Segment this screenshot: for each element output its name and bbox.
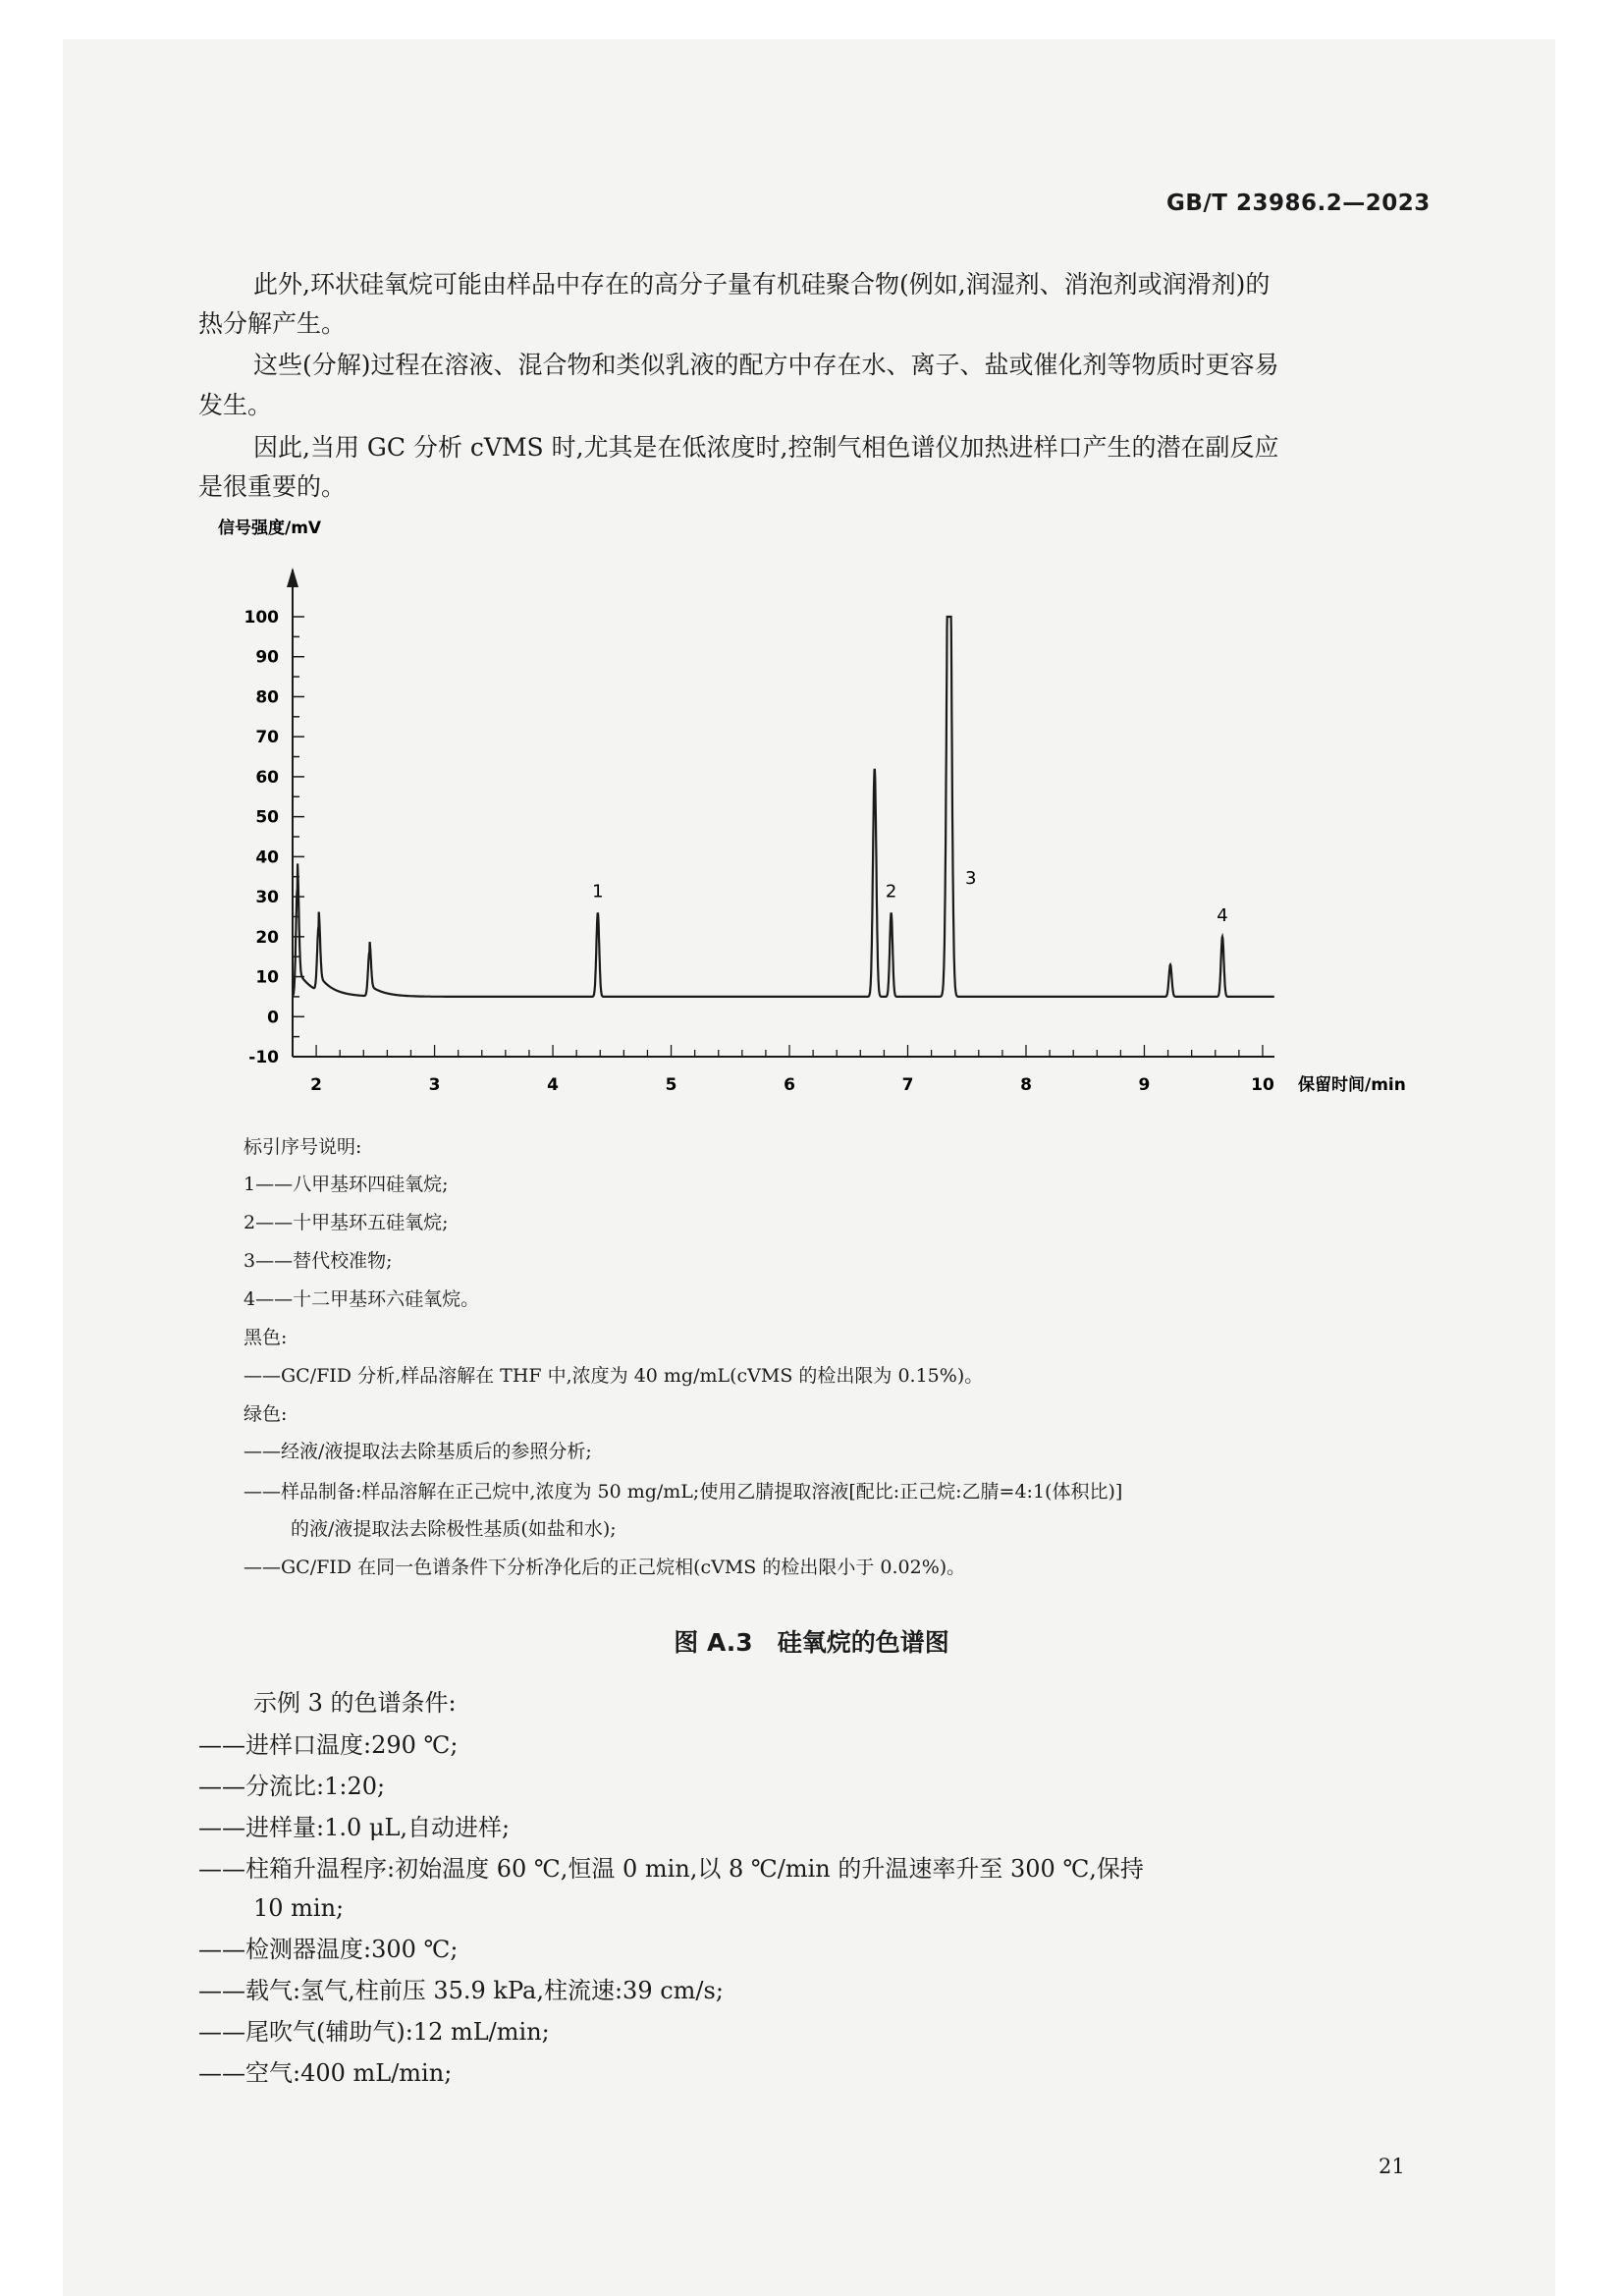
y-tick-label: 100	[243, 608, 279, 628]
paragraph-1-line-2: 热分解产生。	[198, 309, 347, 338]
condition-3: ——进样量:1.0 μL,自动进样;	[198, 1814, 511, 1841]
chromatogram-trace	[293, 617, 1274, 997]
x-tick-label: 6	[784, 1075, 795, 1095]
black-item-1: ——GC/FID 分析,样品溶解在 THF 中,浓度为 40 mg/mL(cVMS 的检出限为 0.15%)。	[243, 1365, 984, 1387]
x-tick-label: 8	[1020, 1075, 1032, 1095]
x-tick-label: 4	[547, 1075, 559, 1095]
green-item-1: ——经液/液提取法去除基质后的参照分析;	[243, 1441, 592, 1462]
y-tick-label: 90	[255, 647, 279, 668]
chart-axes	[287, 568, 1274, 1057]
peak-label: 1	[592, 881, 604, 902]
legend-title: 标引序号说明:	[243, 1136, 362, 1158]
condition-6: ——载气:氢气,柱前压 35.9 kPa,柱流速:39 cm/s;	[198, 1977, 724, 2004]
y-tick-label: 40	[255, 847, 279, 868]
y-tick-label: 30	[255, 888, 279, 908]
y-axis-label: 信号强度/mV	[218, 519, 322, 538]
y-tick-label: 60	[255, 767, 279, 788]
peak-label: 2	[885, 881, 897, 902]
condition-2: ——分流比:1:20;	[198, 1773, 386, 1800]
x-tick-label: 9	[1138, 1075, 1151, 1095]
x-axis-label: 保留时间/min	[1298, 1075, 1406, 1095]
peak-labels	[592, 868, 1228, 926]
green-item-2: ——样品制备:样品溶解在正己烷中,浓度为 50 mg/mL;使用乙腈提取溶液[配比:正己烷:乙腈=4:1(体积比)]	[243, 1481, 1123, 1503]
paragraph-3-line-2: 是很重要的。	[198, 472, 347, 501]
conditions-title: 示例 3 的色谱条件:	[253, 1689, 457, 1717]
green-item-3: ——GC/FID 在同一色谱条件下分析净化后的正己烷相(cVMS 的检出限小于 0.02%)。	[243, 1557, 966, 1578]
legend-item-3: 3——替代校准物;	[243, 1250, 393, 1272]
chart-ticks	[244, 608, 1274, 1095]
y-axis-arrow	[287, 568, 298, 587]
standard-number: GB/T 23986.2—2023	[1166, 191, 1431, 216]
peak-label: 4	[1217, 904, 1228, 926]
green-item-2-cont: 的液/液提取法去除极性基质(如盐和水);	[291, 1518, 617, 1540]
y-tick-label: 80	[255, 687, 279, 708]
y-tick-label: 20	[255, 927, 279, 948]
condition-4-cont: 10 min;	[253, 1894, 345, 1922]
x-tick-label: 5	[665, 1075, 677, 1095]
paragraph-2-line-2: 发生。	[198, 391, 273, 419]
paragraph-2-line-1: 这些(分解)过程在溶液、混合物和类似乳液的配方中存在水、离子、盐或催化剂等物质时更容易	[253, 351, 1279, 379]
x-tick-label: 2	[310, 1075, 323, 1095]
chromatogram-chart	[0, 0, 1623, 1129]
paragraph-3-line-1: 因此,当用 GC 分析 cVMS 时,尤其是在低浓度时,控制气相色谱仪加热进样口产生的潜在副反应	[253, 433, 1279, 462]
paragraph-1-line-1: 此外,环状硅氧烷可能由样品中存在的高分子量有机硅聚合物(例如,润湿剂、消泡剂或润滑剂)的	[253, 270, 1271, 299]
peak-label: 3	[964, 868, 977, 889]
y-tick-label: 0	[267, 1008, 279, 1028]
condition-5: ——检测器温度:300 ℃;	[198, 1936, 459, 1963]
y-tick-label: -10	[248, 1048, 279, 1067]
page-number: 21	[1379, 2155, 1405, 2178]
x-tick-label: 10	[1251, 1075, 1274, 1095]
figure-caption: 图 A.3 硅氧烷的色谱图	[674, 1628, 949, 1657]
green-title: 绿色:	[243, 1403, 288, 1425]
legend-item-2: 2——十甲基环五硅氧烷;	[243, 1212, 449, 1233]
y-tick-label: 50	[255, 807, 279, 828]
x-tick-label: 3	[428, 1075, 441, 1095]
y-tick-label: 70	[255, 728, 279, 748]
legend-item-4: 4——十二甲基环六硅氧烷。	[243, 1288, 480, 1310]
condition-1: ——进样口温度:290 ℃;	[198, 1731, 459, 1759]
condition-8: ——空气:400 mL/min;	[198, 2059, 453, 2087]
condition-7: ——尾吹气(辅助气):12 mL/min;	[198, 2018, 550, 2046]
y-tick-label: 10	[255, 967, 279, 988]
condition-4: ——柱箱升温程序:初始温度 60 ℃,恒温 0 min,以 8 ℃/min 的升温速率升至 300 ℃,保持	[198, 1855, 1144, 1883]
legend-item-1: 1——八甲基环四硅氧烷;	[243, 1174, 449, 1195]
x-tick-label: 7	[901, 1075, 914, 1095]
black-title: 黑色:	[243, 1327, 288, 1348]
